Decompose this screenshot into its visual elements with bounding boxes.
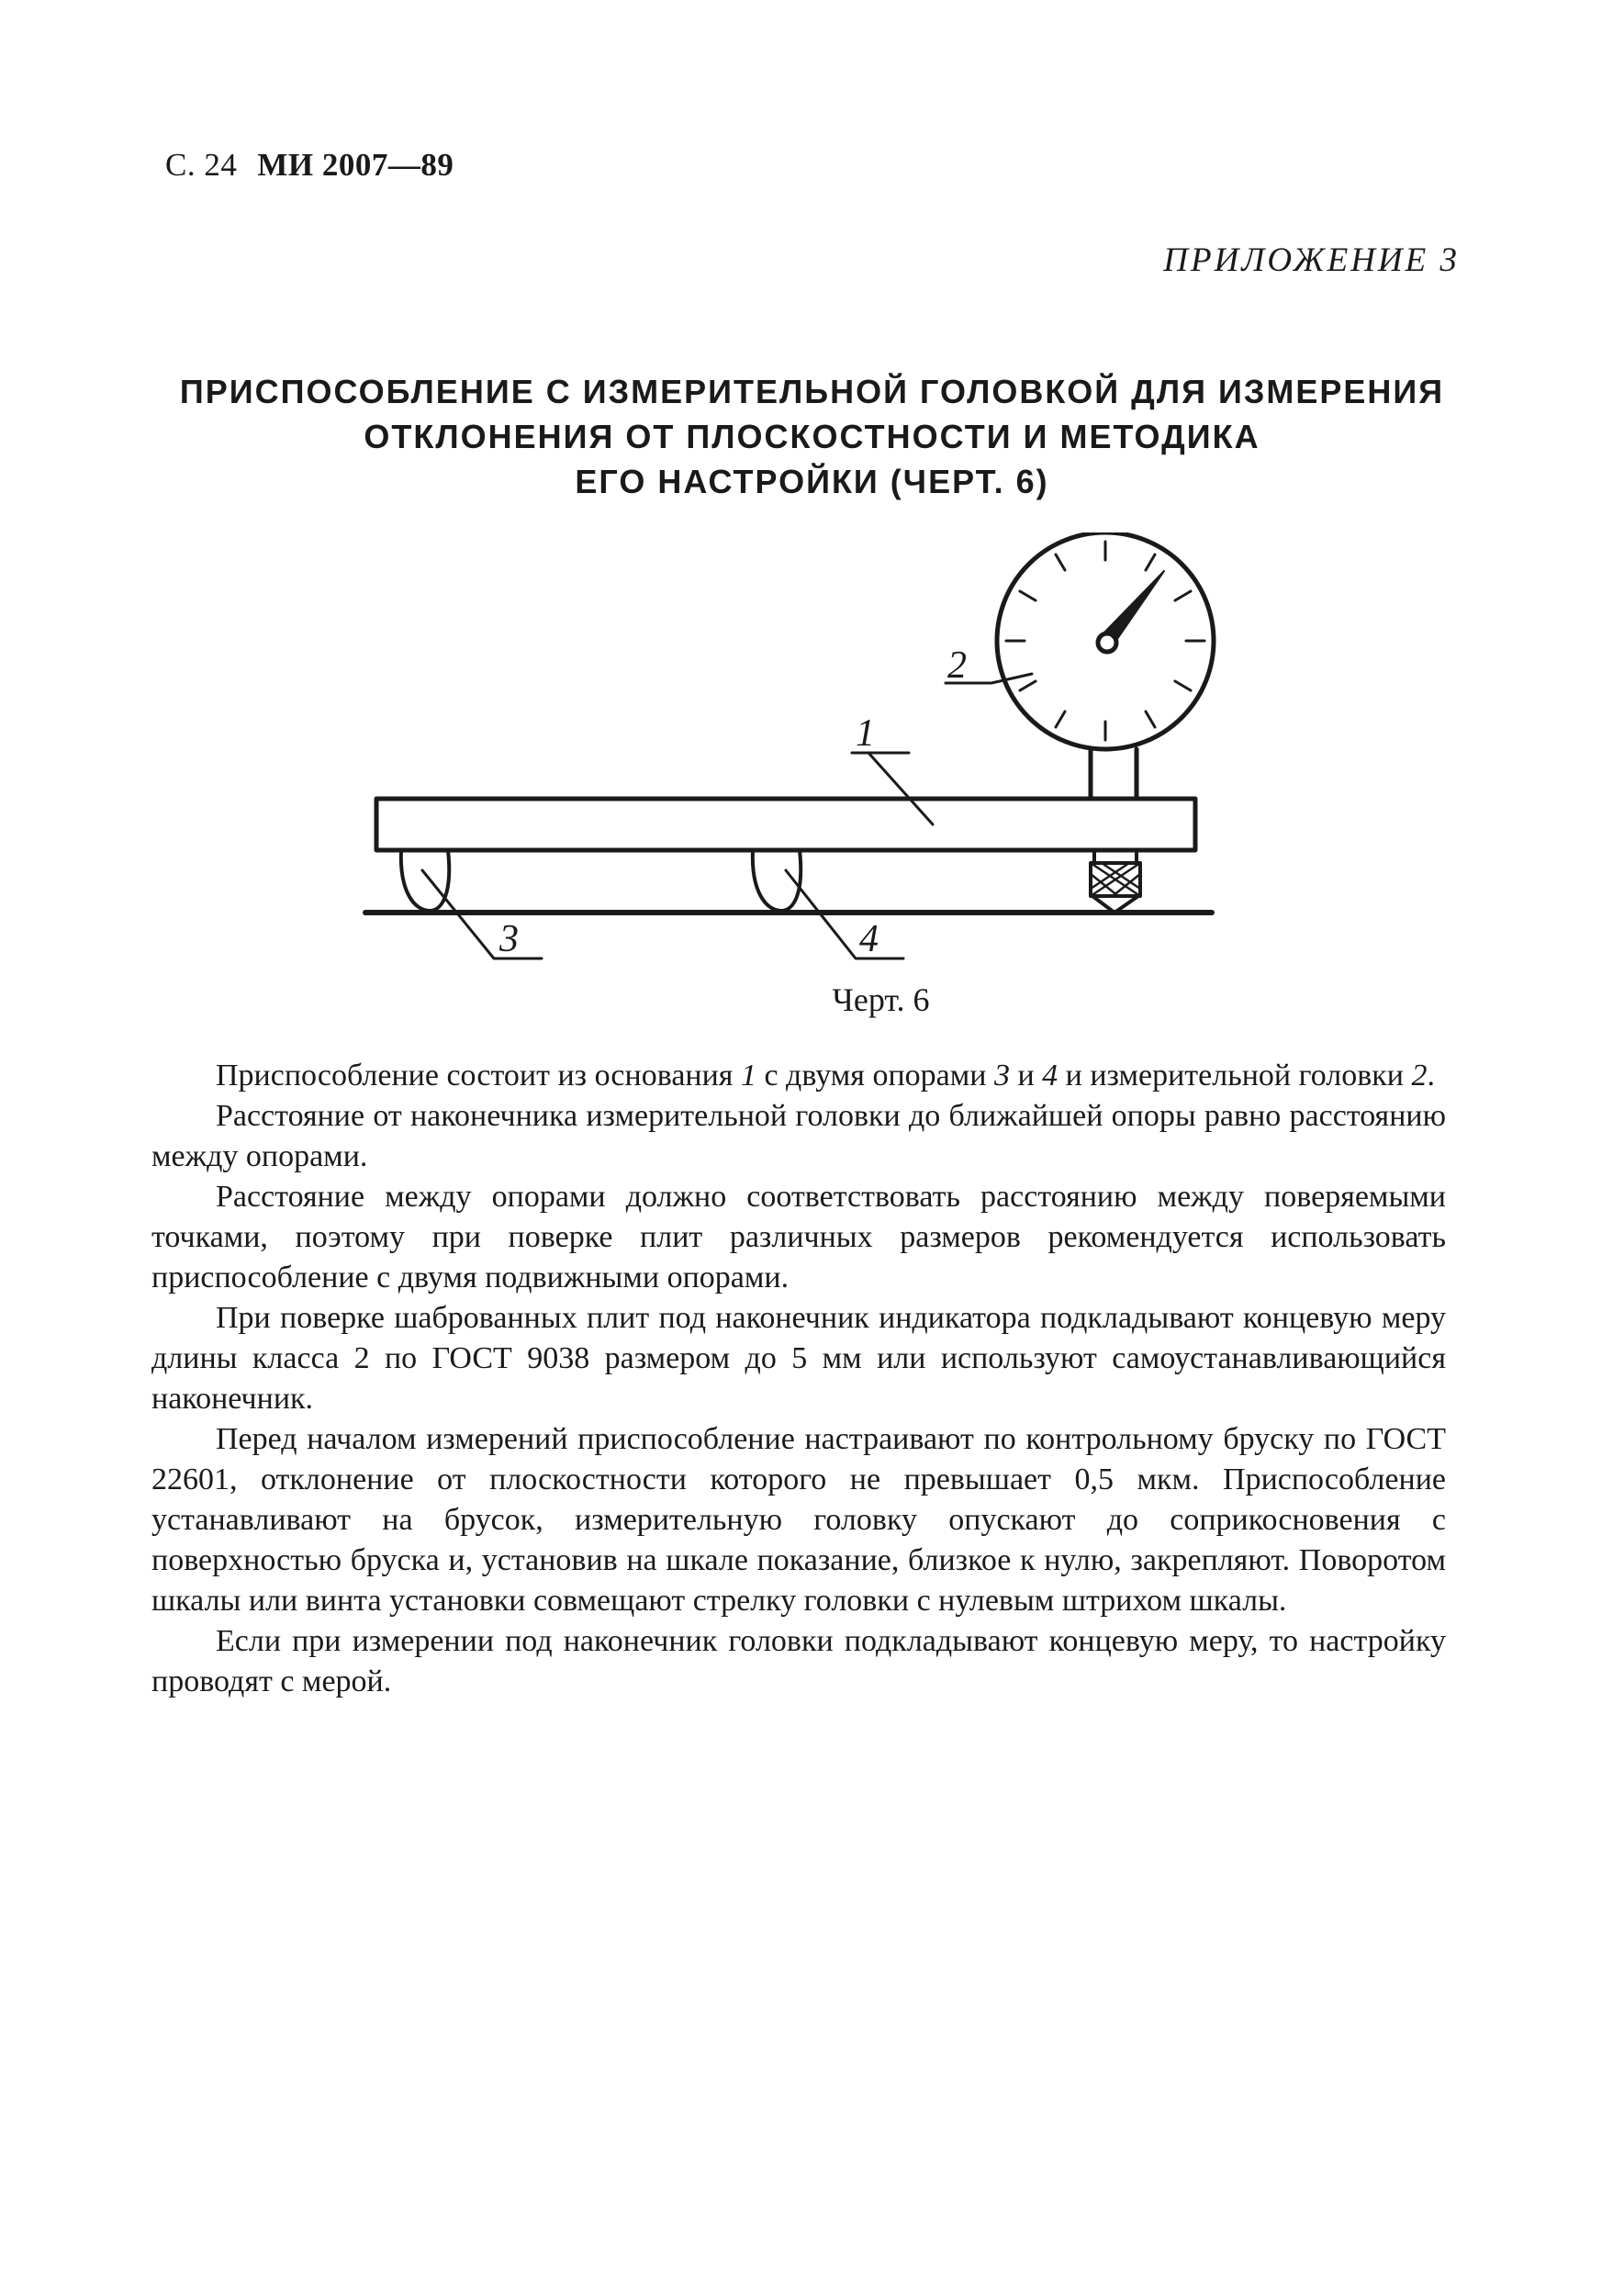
p1-ref-4: 4 <box>1042 1059 1058 1093</box>
title-line-3: ЕГО НАСТРОЙКИ (ЧЕРТ. 6) <box>575 463 1049 500</box>
p1-text-d: и измерительной головки <box>1058 1059 1412 1093</box>
p1-text-b: с двумя опорами <box>756 1059 994 1093</box>
base-bar <box>376 799 1195 850</box>
page-header <box>165 147 454 184</box>
p1-text-a: Приспособление состоит из основания <box>216 1059 741 1093</box>
knurl-pattern <box>1091 863 1140 896</box>
leader-1 <box>852 753 933 824</box>
callout-4: 4 <box>859 918 879 960</box>
figure-6-drawing <box>349 532 1230 973</box>
document-code: МИ 2007—89 <box>257 147 454 183</box>
p1-ref-2: 2 <box>1411 1059 1428 1093</box>
page-number: С. 24 <box>165 147 238 183</box>
p1-ref-3: 3 <box>993 1059 1010 1093</box>
title-line-2: ОТКЛОНЕНИЯ ОТ ПЛОСКОСТНОСТИ И МЕТОДИКА <box>364 418 1260 455</box>
figure-caption <box>0 981 1624 1019</box>
paragraph-6: Если при измерении под наконечник головки подкладывают концевую меру, то настройку проводят с мерой. <box>151 1624 1446 1698</box>
paragraph-2: Расстояние от наконечника измерительной головки до ближайшей опоры равно расстоянию между опорами. <box>151 1099 1446 1173</box>
paragraph-1 <box>151 1056 1446 1096</box>
p1-text-e: . <box>1427 1059 1435 1093</box>
support-3 <box>401 850 449 911</box>
callout-1: 1 <box>856 712 875 755</box>
p1-text-c: и <box>1009 1059 1043 1093</box>
page-title <box>138 369 1486 504</box>
paragraph-3: Расстояние между опорами должно соответствовать расстоянию между поверяемыми точками, поэтому при поверке плит различных размеров рекомендуется использовать приспособление с двумя подвижными опорами. <box>151 1180 1446 1294</box>
body-text <box>151 1056 1446 1702</box>
paragraph-4: При поверке шаброванных плит под наконечник индикатора подкладывают концевую меру длины класса 2 по ГОСТ 9038 размером до 5 мм или используют самоустанавливающийся наконечник. <box>151 1301 1446 1416</box>
dial-hub <box>1098 633 1116 652</box>
p1-ref-1: 1 <box>740 1059 756 1093</box>
figure-caption-text: Черт. 6 <box>832 981 930 1018</box>
callout-3: 3 <box>499 918 519 960</box>
appendix-label: ПРИЛОЖЕНИЕ 3 <box>1163 241 1460 279</box>
paragraph-5: Перед началом измерений приспособление настраивают по контрольному бруску по ГОСТ 22601, отклонение от плоскостности которого не превышает 0,5 мкм. Приспособление устанавливают на брусок, измерительную головку опускают до соприкосновения с поверхностью бруска и, установив на шкале показание, близкое к нулю, закрепляют. Поворотом шкалы или винта установки совмещают стрелку головки с нулевым штрихом шкалы. <box>151 1422 1446 1618</box>
title-line-1: ПРИСПОСОБЛЕНИЕ С ИЗМЕРИТЕЛЬНОЙ ГОЛОВКОЙ ДЛЯ ИЗМЕРЕНИЯ <box>179 373 1445 410</box>
callout-2: 2 <box>947 644 967 687</box>
